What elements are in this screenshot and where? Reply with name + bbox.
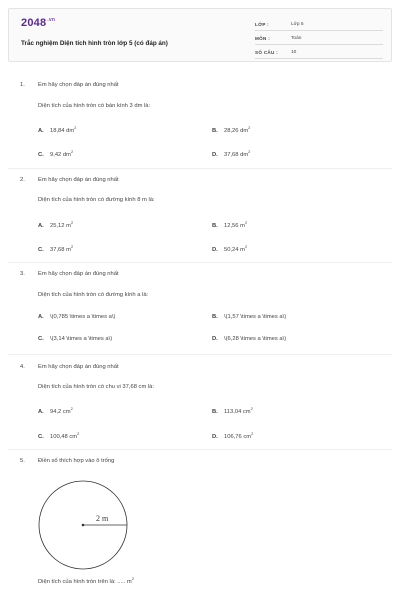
question-number: 2. (20, 177, 25, 183)
question-divider (8, 354, 392, 355)
question-stem: Diện tích của hình tròn có chu vi 37,68 cm là: (38, 384, 155, 390)
option-d[interactable]: D. \(6,28 \times a \times a\) (212, 336, 287, 342)
radius-label: 2 m (96, 514, 109, 523)
site-logo[interactable] (21, 17, 55, 29)
question-stem: Diện tích của hình tròn có đường kính a là: (38, 292, 149, 298)
option-b[interactable]: B. 12,56 $m^2$ (212, 220, 248, 229)
option-d[interactable]: D. 50,24 $m^2$ (212, 244, 248, 253)
meta-subject-value: Toán (291, 36, 302, 41)
option-d[interactable]: D. 106,76 $cm^2$ (212, 431, 254, 440)
option-a[interactable]: A. 25,12 $m^2$ (38, 220, 74, 229)
question-number: 4. (20, 364, 25, 370)
question-instruction: Em hãy chọn đáp án đúng nhất (38, 82, 119, 88)
meta-count-value: 10 (291, 50, 297, 55)
question-instruction: Điền số thích hợp vào ô trống (38, 458, 115, 464)
logo-text: 2048 (21, 17, 47, 29)
question-divider (8, 449, 392, 450)
option-b[interactable]: B. 28,26 $dm^2$ (212, 125, 251, 134)
question-divider (8, 262, 392, 263)
meta-class-key: LỚP : (255, 22, 270, 27)
document-title: Trắc nghiệm Diện tích hình tròn lớp 5 (có đáp án) (21, 40, 168, 47)
meta-class (255, 19, 383, 31)
option-b[interactable]: B. 113,04 $cm^2$ (212, 406, 253, 415)
question-instruction: Em hãy chọn đáp án đúng nhất (38, 364, 119, 370)
question-stem: Diện tích của hình tròn có bán kính 3 dm là: (38, 103, 151, 109)
fill-in-blank[interactable]: Diện tích của hình tròn trên là: ..... $m^2$ (38, 576, 134, 585)
circle-figure (36, 478, 130, 572)
meta-subject-key: MÔN : (255, 36, 271, 41)
question-number: 1. (20, 82, 25, 88)
option-c[interactable]: C. 37,68 $m^2$ (38, 244, 74, 253)
document-header (8, 8, 392, 62)
question-divider (8, 168, 392, 169)
question-number: 5. (20, 458, 25, 464)
meta-subject (255, 33, 383, 45)
option-a[interactable]: A. \(0,785 \times a \times a\) (38, 314, 116, 320)
question-stem: Diện tích của hình tròn có đường kính 8 m là: (38, 197, 155, 203)
option-c[interactable]: C. \(3,14 \times a \times a\) (38, 336, 113, 342)
meta-count-key: SỐ CÂU : (255, 50, 279, 55)
option-c[interactable]: C. 100,48 $cm^2$ (38, 431, 80, 440)
option-a[interactable]: A. 18,84 $dm^2$ (38, 125, 77, 134)
center-point (82, 524, 85, 527)
logo-suffix: .vn (47, 17, 56, 24)
meta-class-value: Lớp 5 (291, 22, 304, 27)
option-b[interactable]: B. \(1,57 \times a \times a\) (212, 314, 287, 320)
option-a[interactable]: A. 94,2 $cm^2$ (38, 406, 73, 415)
option-d[interactable]: D. 37,68 $dm^2$ (212, 149, 251, 158)
question-number: 3. (20, 271, 25, 277)
option-c[interactable]: C. 9,42 $dm^2$ (38, 149, 74, 158)
question-instruction: Em hãy chọn đáp án đúng nhất (38, 177, 119, 183)
meta-count (255, 47, 383, 59)
question-instruction: Em hãy chọn đáp án đúng nhất (38, 271, 119, 277)
